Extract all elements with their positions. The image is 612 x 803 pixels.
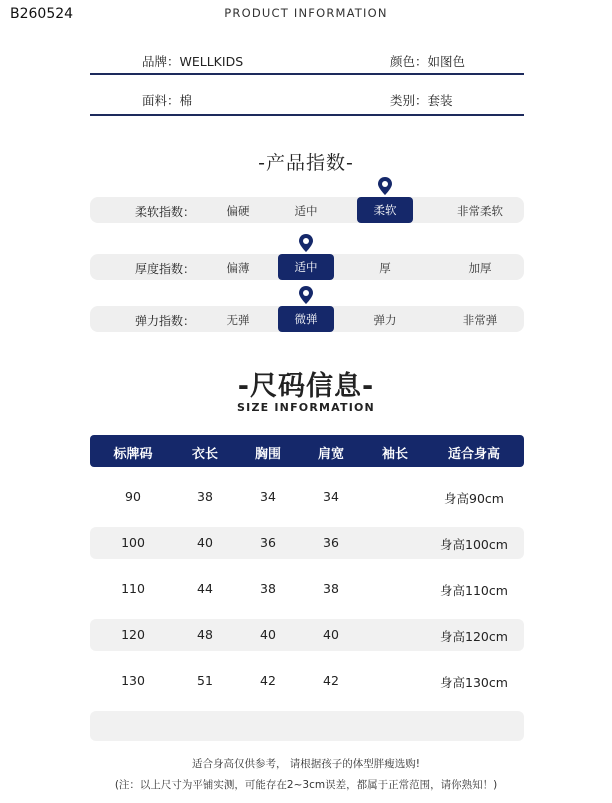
product-info-title: PRODUCT INFORMATION [224,6,388,20]
size-table-cell: 110 [121,581,145,596]
location-pin-icon [299,234,313,252]
index-option: 偏硬 [226,204,250,218]
index-label: 厚度指数： [134,262,195,276]
size-section-title: -尺码信息- [237,371,375,402]
info-category: 类别：套装 [390,93,453,108]
size-table-header-cell: 适合身高 [447,447,500,462]
size-table-cell: 身高110cm [440,583,508,598]
size-table-cell: 120 [121,627,145,642]
index-option: 非常弹 [462,313,498,327]
index-option: 厚 [379,261,391,275]
index-option: 无弹 [226,313,250,327]
size-table-cell: 100 [121,535,145,550]
info-divider-bottom [90,114,524,116]
size-table-cell: 42 [323,673,339,688]
size-table-header-cell: 胸围 [254,447,281,462]
size-table-cell: 34 [260,489,276,504]
note-line-1: 适合身高仅供参考， 请根据孩子的体型胖瘦选购! [191,758,421,770]
size-table-cell: 身高100cm [440,537,508,552]
index-option-selected: 柔软 [357,197,413,223]
size-table-cell: 44 [197,581,213,596]
size-table-empty-row [90,711,524,741]
info-fabric: 面料：棉 [142,93,193,108]
index-option: 偏薄 [226,261,250,275]
index-option: 非常柔软 [457,204,503,218]
index-option: 弹力 [373,313,397,327]
size-table-cell: 42 [260,673,276,688]
size-table-cell: 40 [197,535,213,550]
size-table-cell: 48 [197,627,213,642]
size-table-cell: 38 [197,489,213,504]
index-option: 加厚 [468,261,492,275]
index-section-title: -产品指数- [258,152,354,174]
size-table-cell: 38 [260,581,276,596]
size-table-cell: 51 [197,673,213,688]
size-table-cell: 40 [260,627,276,642]
size-table-header-cell: 衣长 [191,447,218,462]
size-table-cell: 38 [323,581,339,596]
index-option: 适中 [294,204,318,218]
info-color: 颜色：如图色 [390,54,466,69]
size-table-header-cell: 标牌码 [113,447,153,462]
size-table-header-cell: 袖长 [381,447,408,462]
size-table-cell: 36 [323,535,339,550]
index-option-selected: 适中 [278,254,334,280]
info-divider-top [90,73,524,75]
index-option-selected: 微弹 [278,306,334,332]
size-table-header-cell: 肩宽 [317,447,344,462]
size-table-cell: 身高90cm [444,491,504,506]
size-table-cell: 40 [323,627,339,642]
location-pin-icon [299,286,313,304]
info-brand: 品牌：WELLKIDS [142,54,244,69]
size-table-cell: 身高130cm [440,675,508,690]
index-label: 弹力指数： [134,314,195,328]
size-table-cell: 身高120cm [440,629,508,644]
size-table-cell: 34 [323,489,339,504]
size-table-cell: 36 [260,535,276,550]
index-label: 柔软指数： [134,205,195,219]
size-table-cell: 90 [125,489,141,504]
size-section-subtitle: SIZE INFORMATION [237,401,375,414]
note-line-2: (注：以上尺寸为平铺实测，可能存在2~3cm误差，都属于正常范围，请你熟知！) [114,779,498,791]
location-pin-icon [378,177,392,195]
product-code: B260524 [10,6,74,22]
size-table-cell: 130 [121,673,145,688]
